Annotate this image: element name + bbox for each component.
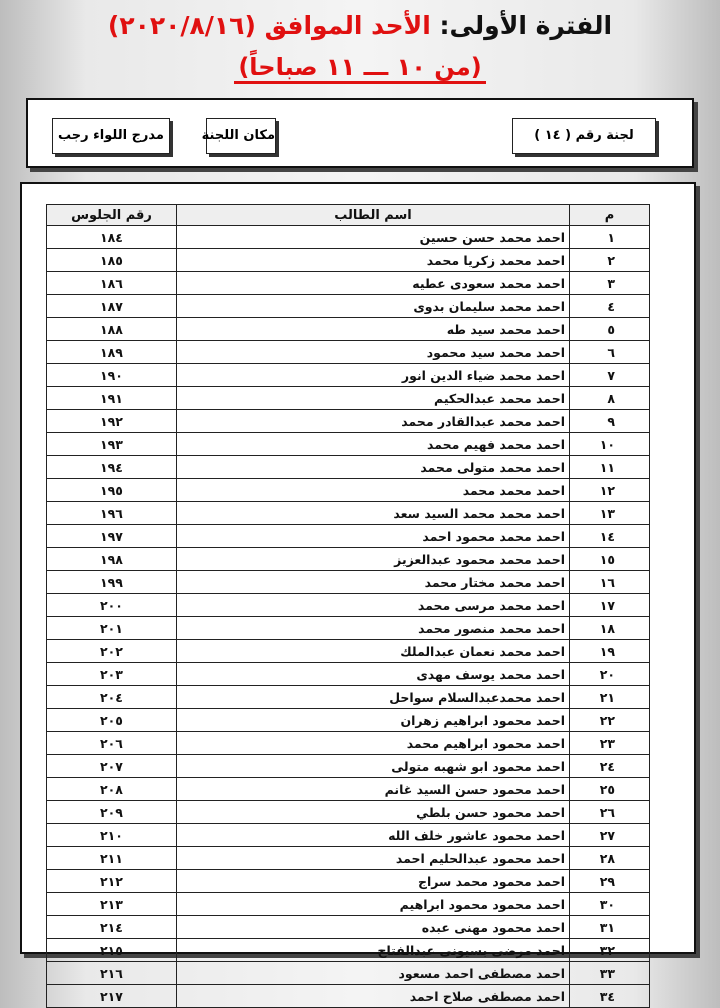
student-name: احمد محمود عبدالحليم احمد bbox=[177, 847, 570, 870]
period-time bbox=[0, 50, 720, 84]
student-name: احمد مصطفى احمد مسعود bbox=[177, 962, 570, 985]
table-row bbox=[47, 249, 650, 272]
table-row bbox=[47, 962, 650, 985]
student-name: احمد محمد محمد bbox=[177, 479, 570, 502]
table-row bbox=[47, 456, 650, 479]
row-number: ١٨ bbox=[570, 617, 650, 640]
student-name: احمد محمد محمود عبدالعزيز bbox=[177, 548, 570, 571]
table-row bbox=[47, 939, 650, 962]
row-number: ٣٤ bbox=[570, 985, 650, 1008]
students-table-panel bbox=[20, 182, 696, 1004]
period-date: الأحد الموافق (٢٠٢٠/٨/١٦) bbox=[107, 11, 431, 40]
seat-number: ١٨٤ bbox=[47, 226, 177, 249]
student-name: احمد محمود ابراهيم زهران bbox=[177, 709, 570, 732]
header-name: اسم الطالب bbox=[177, 205, 570, 226]
row-number: ١٠ bbox=[570, 433, 650, 456]
table-row bbox=[47, 709, 650, 732]
table-row bbox=[47, 663, 650, 686]
student-name: احمد محمد زكريا محمد bbox=[177, 249, 570, 272]
student-name: احمد مرضى بسيونى عبدالفتاح bbox=[177, 939, 570, 962]
table-row bbox=[47, 801, 650, 824]
student-name: احمد محمد نعمان عبدالملك bbox=[177, 640, 570, 663]
row-number: ٢١ bbox=[570, 686, 650, 709]
students-table bbox=[46, 204, 650, 1008]
table-header-row bbox=[47, 205, 650, 226]
row-number: ١٢ bbox=[570, 479, 650, 502]
table-row bbox=[47, 732, 650, 755]
committee-location: مدرج اللواء رجب bbox=[52, 118, 170, 154]
seat-number: ٢٠١ bbox=[47, 617, 177, 640]
row-number: ٢٤ bbox=[570, 755, 650, 778]
student-name: احمد محمد حسن حسين bbox=[177, 226, 570, 249]
row-number: ٨ bbox=[570, 387, 650, 410]
student-name: احمد محمود مهنى عبده bbox=[177, 916, 570, 939]
table-row bbox=[47, 433, 650, 456]
row-number: ٢٠ bbox=[570, 663, 650, 686]
seat-number: ٢١٥ bbox=[47, 939, 177, 962]
row-number: ٣١ bbox=[570, 916, 650, 939]
student-name: احمد محمد سيد محمود bbox=[177, 341, 570, 364]
header-num: م bbox=[570, 205, 650, 226]
table-row bbox=[47, 778, 650, 801]
row-number: ٣٠ bbox=[570, 893, 650, 916]
seat-number: ٢٠٣ bbox=[47, 663, 177, 686]
row-number: ١٥ bbox=[570, 548, 650, 571]
row-number: ٢٣ bbox=[570, 732, 650, 755]
student-name: احمد محمد ضياء الدين انور bbox=[177, 364, 570, 387]
student-name: احمد محمدعبدالسلام سواحل bbox=[177, 686, 570, 709]
committee-place-label: مكان اللجنة bbox=[206, 118, 276, 154]
student-name: احمد محمد يوسف مهدى bbox=[177, 663, 570, 686]
seat-number: ١٩٠ bbox=[47, 364, 177, 387]
table-row bbox=[47, 893, 650, 916]
student-name: احمد محمد محمود احمد bbox=[177, 525, 570, 548]
table-row bbox=[47, 272, 650, 295]
student-name: احمد محمد محمد السيد سعد bbox=[177, 502, 570, 525]
student-name: احمد محمود حسن السيد غانم bbox=[177, 778, 570, 801]
period-label: الفترة الأولى: bbox=[439, 11, 613, 40]
student-name: احمد محمد سيد طه bbox=[177, 318, 570, 341]
seat-number: ٢٠٥ bbox=[47, 709, 177, 732]
student-name: احمد محمد فهيم محمد bbox=[177, 433, 570, 456]
seat-number: ٢٠٠ bbox=[47, 594, 177, 617]
row-number: ٢٦ bbox=[570, 801, 650, 824]
row-number: ٢٨ bbox=[570, 847, 650, 870]
table-row bbox=[47, 870, 650, 893]
row-number: ٢٥ bbox=[570, 778, 650, 801]
row-number: ٢٩ bbox=[570, 870, 650, 893]
header-seat: رقم الجلوس bbox=[47, 205, 177, 226]
row-number: ١٩ bbox=[570, 640, 650, 663]
student-name: احمد محمد مرسى محمد bbox=[177, 594, 570, 617]
seat-number: ١٩٨ bbox=[47, 548, 177, 571]
seat-number: ٢٠٧ bbox=[47, 755, 177, 778]
row-number: ١٣ bbox=[570, 502, 650, 525]
seat-number: ١٩٧ bbox=[47, 525, 177, 548]
seat-number: ١٨٩ bbox=[47, 341, 177, 364]
table-row bbox=[47, 824, 650, 847]
committee-number: لجنة رقم ( ١٤ ) bbox=[512, 118, 656, 154]
seat-number: ١٨٥ bbox=[47, 249, 177, 272]
row-number: ١ bbox=[570, 226, 650, 249]
seat-number: ١٩٦ bbox=[47, 502, 177, 525]
student-name: احمد محمد متولى محمد bbox=[177, 456, 570, 479]
seat-number: ١٩١ bbox=[47, 387, 177, 410]
seat-number: ٢١٤ bbox=[47, 916, 177, 939]
row-number: ٥ bbox=[570, 318, 650, 341]
row-number: ١٦ bbox=[570, 571, 650, 594]
table-row bbox=[47, 985, 650, 1008]
seat-number: ٢٠٨ bbox=[47, 778, 177, 801]
row-number: ٢ bbox=[570, 249, 650, 272]
row-number: ٤ bbox=[570, 295, 650, 318]
student-name: احمد محمد منصور محمد bbox=[177, 617, 570, 640]
seat-number: ٢١٧ bbox=[47, 985, 177, 1008]
committee-info-panel bbox=[26, 98, 694, 168]
table-row bbox=[47, 295, 650, 318]
student-name: احمد محمد عبدالحكيم bbox=[177, 387, 570, 410]
table-row bbox=[47, 341, 650, 364]
table-row bbox=[47, 640, 650, 663]
student-name: احمد محمود ابراهيم محمد bbox=[177, 732, 570, 755]
seat-number: ١٩٩ bbox=[47, 571, 177, 594]
student-name: احمد محمود عاشور خلف الله bbox=[177, 824, 570, 847]
table-row bbox=[47, 525, 650, 548]
seat-number: ٢٠٩ bbox=[47, 801, 177, 824]
table-row bbox=[47, 387, 650, 410]
row-number: ١٧ bbox=[570, 594, 650, 617]
seat-number: ١٨٦ bbox=[47, 272, 177, 295]
row-number: ٧ bbox=[570, 364, 650, 387]
table-row bbox=[47, 318, 650, 341]
row-number: ٣ bbox=[570, 272, 650, 295]
table-row bbox=[47, 847, 650, 870]
seat-number: ١٩٢ bbox=[47, 410, 177, 433]
row-number: ٣٣ bbox=[570, 962, 650, 985]
student-name: احمد محمد سليمان بدوى bbox=[177, 295, 570, 318]
seat-number: ٢٠٢ bbox=[47, 640, 177, 663]
table-row bbox=[47, 571, 650, 594]
row-number: ٣٢ bbox=[570, 939, 650, 962]
seat-number: ٢١٢ bbox=[47, 870, 177, 893]
seat-number: ٢١١ bbox=[47, 847, 177, 870]
table-row bbox=[47, 226, 650, 249]
seat-number: ١٩٣ bbox=[47, 433, 177, 456]
row-number: ١٤ bbox=[570, 525, 650, 548]
table-row bbox=[47, 548, 650, 571]
seat-number: ١٨٨ bbox=[47, 318, 177, 341]
table-row bbox=[47, 364, 650, 387]
seat-number: ٢٠٦ bbox=[47, 732, 177, 755]
seat-number: ١٨٧ bbox=[47, 295, 177, 318]
row-number: ٢٢ bbox=[570, 709, 650, 732]
student-name: احمد مصطفى صلاح احمد bbox=[177, 985, 570, 1008]
table-row bbox=[47, 479, 650, 502]
student-name: احمد محمود ابو شهبه متولى bbox=[177, 755, 570, 778]
student-name: احمد محمد سعودى عطيه bbox=[177, 272, 570, 295]
student-name: احمد محمد مختار محمد bbox=[177, 571, 570, 594]
table-row bbox=[47, 410, 650, 433]
student-name: احمد محمود محمد سراج bbox=[177, 870, 570, 893]
table-row bbox=[47, 916, 650, 939]
row-number: ٦ bbox=[570, 341, 650, 364]
row-number: ٩ bbox=[570, 410, 650, 433]
seat-number: ٢٠٤ bbox=[47, 686, 177, 709]
seat-number: ٢١٣ bbox=[47, 893, 177, 916]
seat-number: ٢١٦ bbox=[47, 962, 177, 985]
student-name: احمد محمود حسن بلطي bbox=[177, 801, 570, 824]
row-number: ٢٧ bbox=[570, 824, 650, 847]
period-title bbox=[0, 8, 720, 44]
seat-number: ١٩٤ bbox=[47, 456, 177, 479]
table-row bbox=[47, 755, 650, 778]
seat-number: ٢١٠ bbox=[47, 824, 177, 847]
row-number: ١١ bbox=[570, 456, 650, 479]
student-name: احمد محمد عبدالقادر محمد bbox=[177, 410, 570, 433]
table-row bbox=[47, 594, 650, 617]
seat-number: ١٩٥ bbox=[47, 479, 177, 502]
table-row bbox=[47, 686, 650, 709]
table-row bbox=[47, 502, 650, 525]
period-time-text: (من ١٠ ـــ ١١ صباحاً) bbox=[234, 53, 485, 84]
table-row bbox=[47, 617, 650, 640]
student-name: احمد محمود محمود ابراهيم bbox=[177, 893, 570, 916]
